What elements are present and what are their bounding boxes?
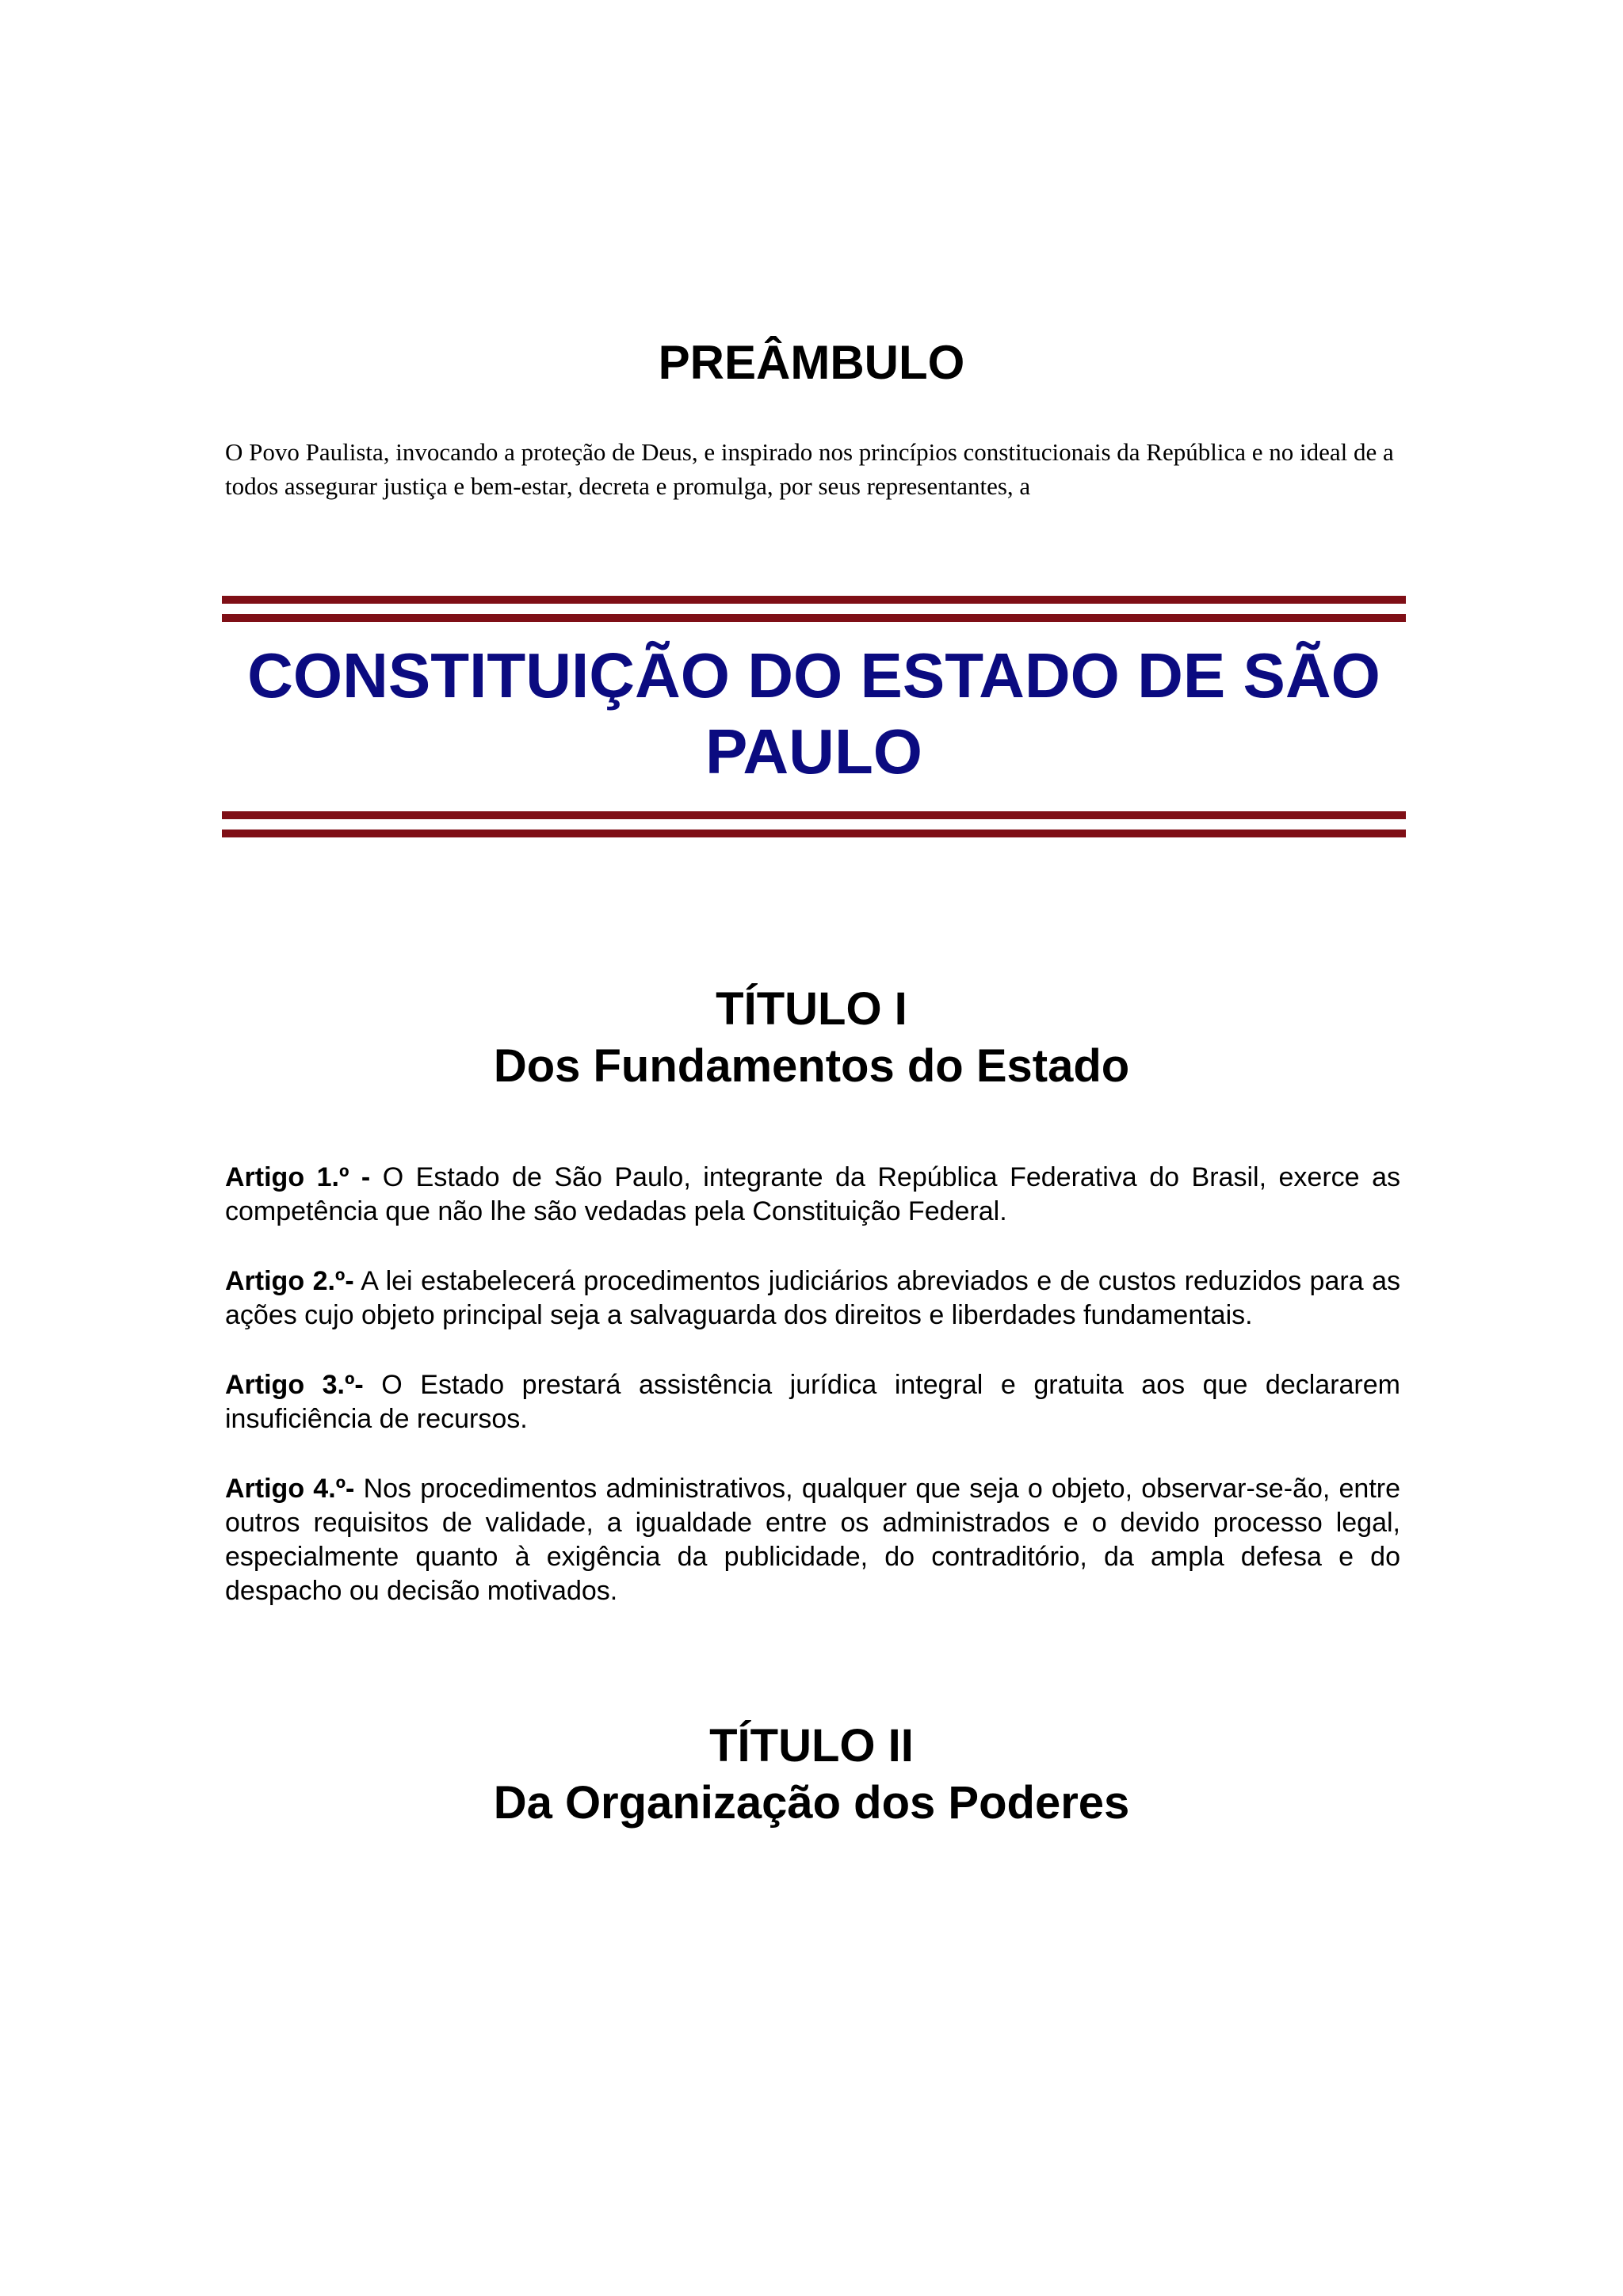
preamble-heading: PREÂMBULO <box>658 336 965 389</box>
article-text: O Estado prestará assistência jurídica integral e gratuita aos que declararem insuficiência de recursos. <box>225 1370 1400 1434</box>
article-text: O Estado de São Paulo, integrante da República Federativa do Brasil, exerce as competência que não lhe são vedadas pela Constituição Federal. <box>225 1162 1400 1226</box>
title-bottom-rule <box>222 811 1406 837</box>
article-label: Artigo 2.º- <box>225 1266 354 1296</box>
article-label: Artigo 4.º- <box>225 1474 355 1504</box>
article-label: Artigo 1.º - <box>225 1162 371 1192</box>
decorative-rule <box>222 811 1406 819</box>
title-number: TÍTULO II <box>709 1720 914 1772</box>
title-ii-heading <box>0 1718 1623 1832</box>
title-top-rule <box>222 596 1406 622</box>
article-list <box>225 1161 1400 1644</box>
title-name: Dos Fundamentos do Estado <box>493 1040 1130 1092</box>
title-name: Da Organização dos Poderes <box>493 1777 1130 1829</box>
constitution-title: CONSTITUIÇÃO DO ESTADO DE SÃO PAULO <box>247 640 1381 787</box>
decorative-rule <box>222 596 1406 604</box>
article-1 <box>225 1161 1400 1229</box>
article-2 <box>225 1264 1400 1333</box>
decorative-rule <box>222 830 1406 837</box>
article-4 <box>225 1472 1400 1608</box>
article-text: A lei estabelecerá procedimentos judiciários abreviados e de custos reduzidos para as ações cujo objeto principal seja a salvaguarda dos direitos e liberdades fundamentais. <box>225 1266 1400 1330</box>
title-number: TÍTULO I <box>716 983 907 1035</box>
preamble-text: O Povo Paulista, invocando a proteção de Deus, e inspirado nos princípios constitucionais da República e no ideal de a todos assegurar justiça e bem-estar, decreta e promulga, por seus representantes, a <box>225 438 1394 500</box>
decorative-rule <box>222 614 1406 622</box>
article-label: Artigo 3.º- <box>225 1370 364 1400</box>
title-i-heading <box>0 981 1623 1095</box>
article-3 <box>225 1368 1400 1436</box>
article-text: Nos procedimentos administrativos, qualquer que seja o objeto, observar-se-ão, entre outros requisitos de validade, a igualdade entre os administrados e o devido processo legal, especialmente quanto à exigência da publicidade, do contraditório, da ampla defesa e do despacho ou decisão motivados. <box>225 1474 1400 1606</box>
